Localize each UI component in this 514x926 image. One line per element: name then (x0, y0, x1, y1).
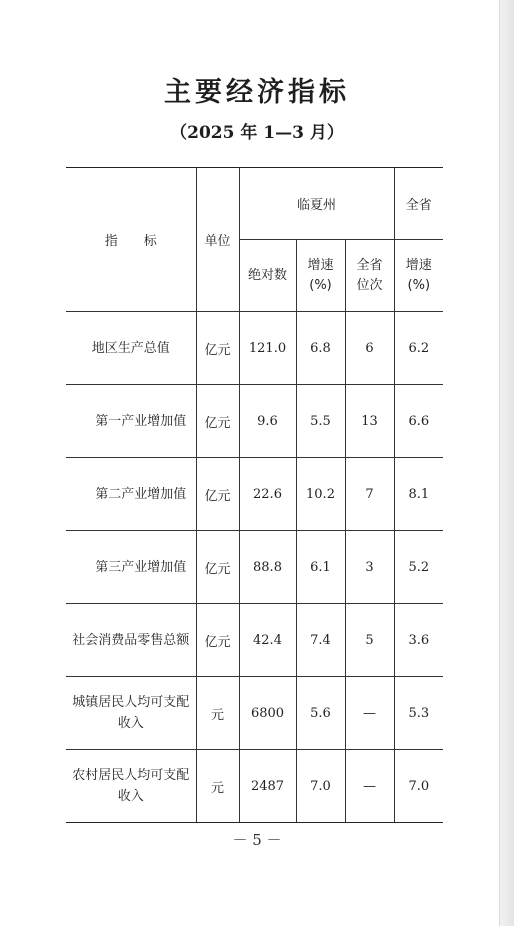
indicators-table (66, 167, 443, 823)
row-province-growth: 7.0 (394, 750, 443, 823)
row-absolute: 121.0 (239, 312, 296, 385)
row-unit: 元 (196, 677, 239, 750)
row-unit: 元 (196, 750, 239, 823)
row-growth: 10.2 (296, 458, 345, 531)
row-rank: 5 (345, 604, 394, 677)
row-province-growth: 3.6 (394, 604, 443, 677)
row-absolute: 6800 (239, 677, 296, 750)
table-row (66, 458, 443, 531)
page-subtitle: （2025 年 1—3 月） (170, 123, 344, 143)
table-row (66, 604, 443, 677)
table-row (66, 531, 443, 604)
header-region: 临夏州 (239, 168, 394, 240)
row-name: 农村居民人均可支配收入 (66, 750, 196, 823)
table-row (66, 750, 443, 823)
row-name: 第一产业增加值 (66, 385, 196, 458)
row-province-growth: 8.1 (394, 458, 443, 531)
row-unit: 亿元 (196, 531, 239, 604)
row-absolute: 9.6 (239, 385, 296, 458)
header-province: 全省 (394, 168, 443, 240)
header-absolute: 绝对数 (239, 240, 296, 312)
table-row (66, 385, 443, 458)
row-growth: 5.6 (296, 677, 345, 750)
row-province-growth: 5.2 (394, 531, 443, 604)
row-growth: 7.0 (296, 750, 345, 823)
row-rank: 7 (345, 458, 394, 531)
row-growth: 7.4 (296, 604, 345, 677)
header-unit: 单位 (196, 168, 239, 312)
row-unit: 亿元 (196, 312, 239, 385)
row-province-growth: 6.2 (394, 312, 443, 385)
row-growth: 5.5 (296, 385, 345, 458)
row-absolute: 42.4 (239, 604, 296, 677)
row-rank: — (345, 750, 394, 823)
row-name: 社会消费品零售总额 (66, 604, 196, 677)
table-row (66, 312, 443, 385)
table-row (66, 677, 443, 750)
row-rank: 13 (345, 385, 394, 458)
row-name: 城镇居民人均可支配收入 (66, 677, 196, 750)
header-rank: 全省 位次 (345, 240, 394, 312)
row-name: 第二产业增加值 (66, 458, 196, 531)
row-rank: 6 (345, 312, 394, 385)
row-absolute: 2487 (239, 750, 296, 823)
row-growth: 6.8 (296, 312, 345, 385)
row-province-growth: 6.6 (394, 385, 443, 458)
page-title: 主要经济指标 (164, 77, 350, 108)
row-rank: 3 (345, 531, 394, 604)
header-growth: 增速 (%) (296, 240, 345, 312)
row-growth: 6.1 (296, 531, 345, 604)
row-unit: 亿元 (196, 604, 239, 677)
page-number: － 5 － (232, 831, 282, 849)
row-absolute: 22.6 (239, 458, 296, 531)
row-absolute: 88.8 (239, 531, 296, 604)
header-province-growth: 增速 (%) (394, 240, 443, 312)
row-province-growth: 5.3 (394, 677, 443, 750)
row-rank: — (345, 677, 394, 750)
row-unit: 亿元 (196, 458, 239, 531)
header-indicator: 指 标 (66, 168, 196, 312)
row-name: 第三产业增加值 (66, 531, 196, 604)
row-name: 地区生产总值 (66, 312, 196, 385)
row-unit: 亿元 (196, 385, 239, 458)
